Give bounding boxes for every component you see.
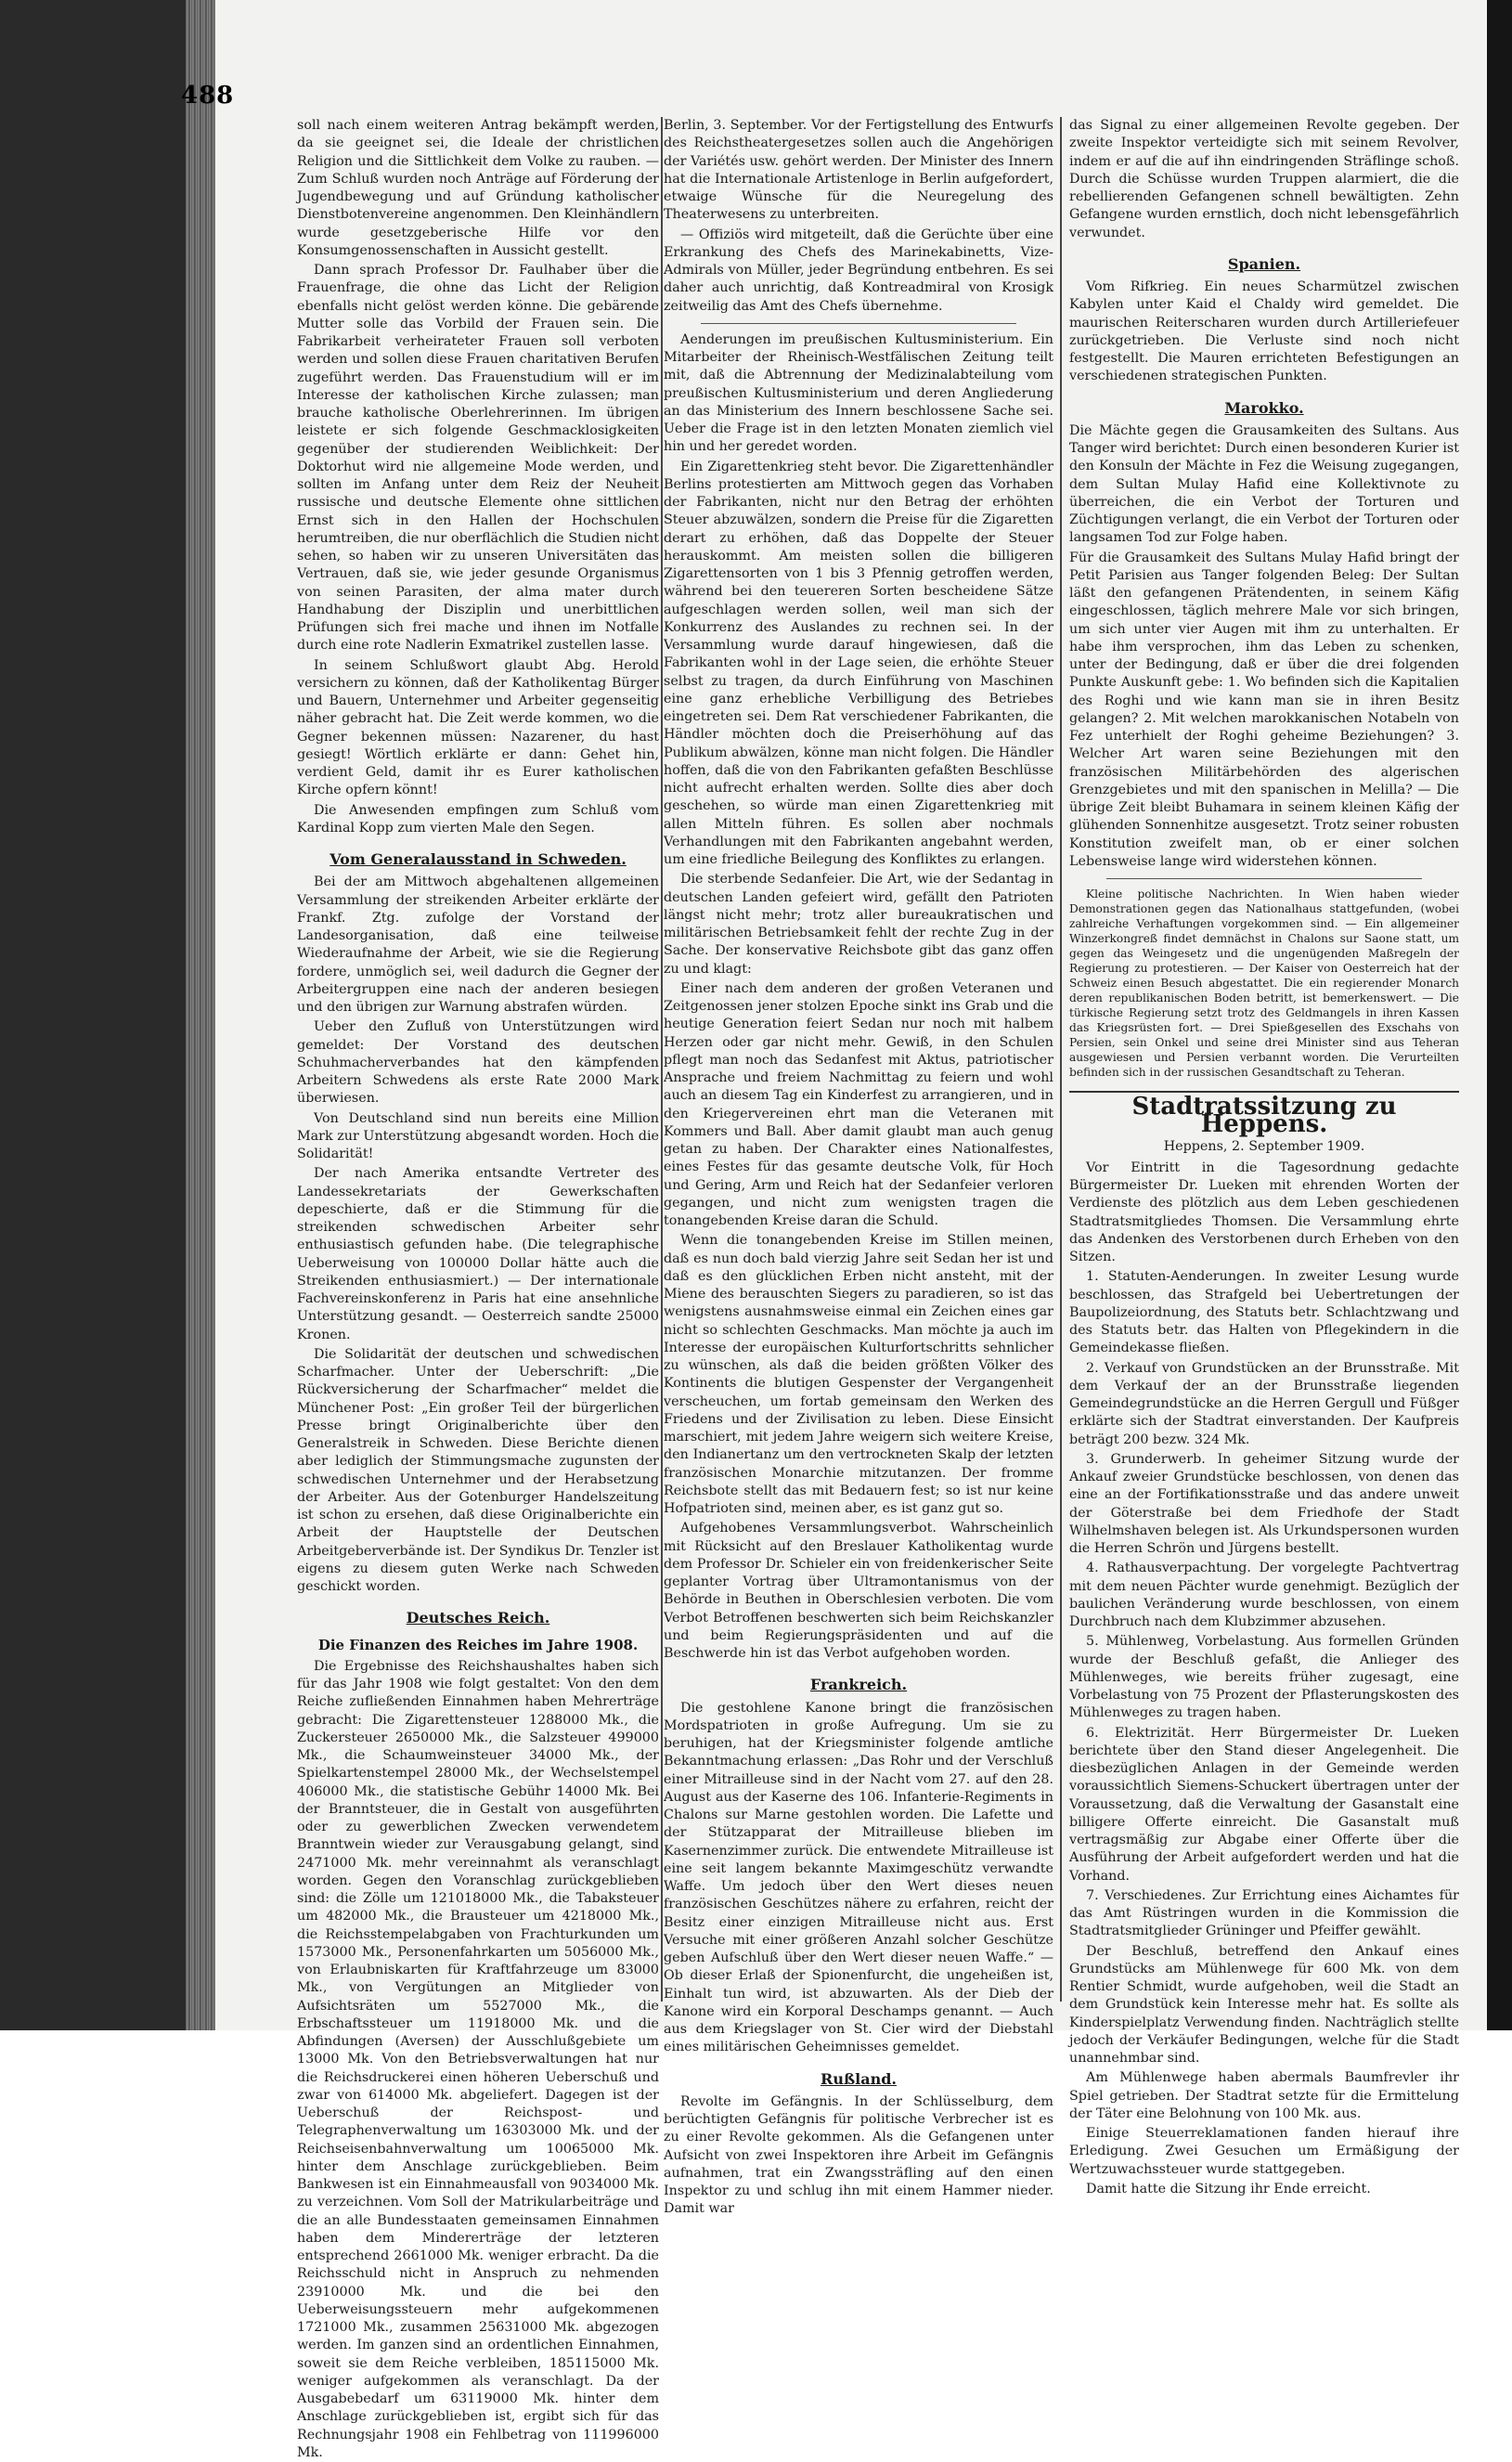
paragraph: Die Solidarität der deutschen und schwedischen Scharfmacher. Unter der Ueberschrift: „Die Rückversicherung der Scharfmacher“ meldet die Münchener Post: „Ein großer Teil der bürgerlichen Presse bringt Originalberichte über den Generalstreik in Schweden. Diese Berichte dienen aber lediglich der Stimmungsmache zugunsten der schwedischen Unternehmer und der Herabsetzung der Arbeiter. Aus der Gotenburger Handelszeitung ist schon zu ersehen, daß diese Originalberichte ein Arbeit der Hauptstelle der Deutschen Arbeitgeberverbände ist. Der Syndikus Dr. Tenzler ist eigens zu diesem guten Werke nach Schweden geschickt worden. [297,1346,659,1594]
paragraph: Bei der am Mittwoch abgehaltenen allgemeinen Versammlung der streikenden Arbeiter erklärte der Frankf. Ztg. zufolge der Vorstand der Landesorganisation, daß eine teilweise Wiederaufnahme der Arbeit, wie sie die Regierung fordere, unmöglich sei, weil dadurch die Gegner der Arbeitergruppen eine nach der anderen besiegen und den übrigen zur Warnung abstrafen würden. [297,875,659,1015]
page-number: 488 [181,82,235,110]
section-divider [701,323,1016,324]
paragraph: In seinem Schlußwort glaubt Abg. Herold versichern zu können, daß der Katholikentag Bürger und Bauern, Unternehmer und Arbeiter gegenseitig näher gebracht hat. Die Zeit werde kommen, wo die Gegner bekennen müssen: Nazarener, du hast gesiegt! Wörtlich erklärte er dann: Gehet hin, verdient Geld, damit ihr es Eurer katholischen Kirche opfern könnt! [297,657,659,798]
section-heading: Rußland. [821,2069,897,2088]
paragraph: 2. Verkauf von Grundstücken an der Brunsstraße. Mit dem Verkauf der an der Brunsstraße liegenden Gemeindegrundstücke an die Herren Gergull und Füßger erklärte sich der Stadtrat einverstanden. Der Kaufpreis beträgt 200 bezw. 324 Mk. [1069,1360,1459,1447]
scan-edge [1487,0,1512,2030]
column-rule [1060,117,1062,2002]
section-heading: Spanien. [1227,254,1301,273]
paragraph: Ueber den Zufluß von Unterstützungen wird gemeldet: Der Vorstand des deutschen Schuhmacherverbandes hat den kämpfenden Arbeitern Schwedens als erste Rate 2000 Mark überwiesen. [297,1019,659,1107]
paragraph: 7. Verschiedenes. Zur Errichtung eines Aichamtes für das Amt Rüstringen wurden in die Kommission die Stadtratsmitglieder Grüninger und Pfeiffer gewählt. [1069,1887,1459,1939]
paragraph: Ein Zigarettenkrieg steht bevor. Die Zigarettenhändler Berlins protestierten am Mittwoch gegen das Vorhaben der Fabrikanten, nicht nur den Betrag der erhöhten Steuer abzuwälzen, sondern die Preise für die Zigaretten derart zu erhöhen, daß das Doppelte der Steuer herauskommt. Am meisten sollen die billigeren Zigarettensorten von 1 bis 3 Pfennig getroffen werden, während bei den teuereren Sorten bescheidene Sätze aufgeschlagen werden sollen, weil man sich der Konkurrenz des Auslandes zu rechnen sei. In der Versammlung wurde darauf hingewiesen, daß die Fabrikanten wohl in der Lage seien, die erhöhte Steuer selbst zu tragen, da durch Einführung von Maschinen eine ganz erhebliche Verbilligung des Betriebes eingetreten sei. Dem Rat verschiedener Fabrikanten, die Händler möchten doch die Preiserhöhung auf das Publikum abwälzen, könne man nicht folgen. Die Händler hoffen, daß die von den Fabrikanten gefaßten Beschlüsse nicht aufrecht erhalten werden. Sollte dies aber doch geschehen, so würde man einen Zigarettenkrieg mit allen Mitteln führen. Es sollen aber nochmals Verhandlungen mit den Fabrikanten angebahnt werden, um eine friedliche Beilegung des Konfliktes zu erlangen. [664,459,1053,867]
paragraph: Die Ergebnisse des Reichshaushaltes haben sich für das Jahr 1908 wie folgt gestaltet: Von den dem Reiche zufließenden Einnahmen haben Mehrerträge gebracht: Die Zigarettensteuer 1288000 Mk., die Zuckersteuer 2650000 Mk., die Salzsteuer 499000 Mk., die Schaumweinsteuer 34000 Mk., der Spielkartenstempel 28000 Mk., der Wechselstempel 406000 Mk., die statistische Gebühr 14000 Mk. Bei der Branntsteuer, die in Gestalt von ausgeführten oder zu gewerblichen Zwecken verwendetem Branntwein wieder zur Verausgabung gelangt, sind 2471000 Mk. mehr vereinnahmt als veranschlagt worden. Gegen den Voranschlag zurückgeblieben sind: die Zölle um 121018000 Mk., die Tabaksteuer um 482000 Mk., die Brausteuer um 4218000 Mk., die Reichsstempelabgaben von Frachturkunden um 1573000 Mk., Personenfahrkarten um 5056000 Mk., von Erlaubniskarten für Kraftfahrzeuge um 83000 Mk., von Vergütungen an Mitglieder von Aufsichtsräten um 5527000 Mk., die Erbschaftssteuer um 11918000 Mk. und die Abfindungen (Aversen) der Ausschlußgebiete um 13000 Mk. Von den Betriebsverwaltungen hat nur die Reichsdruckerei einen höheren Ueberschuß und zwar von 614000 Mk. abgeliefert. Dagegen ist der Ueberschuß der Reichspost- und Telegraphenverwaltung um 16303000 Mk. und der Reichseisenbahnverwaltung um 10065000 Mk. hinter dem Anschlage zurückgeblieben. Beim Bankwesen ist ein Einnahmeausfall von 9034000 Mk. zu verzeichnen. Vom Soll der Matrikularbeiträge und die an alle Bundesstaaten gemeinsamen Einnahmen haben dem Mindererträge der letzteren entsprechend 2661000 Mk. weniger erbracht. Da die Reichsschuld nicht in Anspruch zu nehmenden 23910000 Mk. und die bei den Ueberweisungssteuern mehr aufgekommenen 1721000 Mk., zusammen 25631000 Mk. abgezogen werden. Im ganzen sind an ordentlichen Einnahmen, soweit sie dem Reiche verbleiben, 185115000 Mk. weniger aufgekommen als veranschlagt. Da der Ausgabebedarf um 63119000 Mk. hinter dem Anschlage zurückgeblieben ist, ergibt sich für das Rechnungsjahr 1908 ein Fehlbetrag von 111996000 Mk. [297,1658,659,2460]
section-heading: Frankreich. [809,1676,908,1694]
paragraph: Berlin, 3. September. Vor der Fertigstellung des Entwurfs des Reichstheatergesetzes sollen auch die Angehörigen der Variétés usw. gehört werden. Der Minister des Innern hat die Internationale Artistenloge in Berlin aufgefordert, etwaige Wünsche für die Neuregelung des Theaterwesens zu unterbreiten. [664,118,1053,223]
section-heading: Deutsches Reich. [406,1609,550,1627]
paragraph: Vor Eintritt in die Tagesordnung gedachte Bürgermeister Dr. Lueken mit ehrenden Worten der Verdienste des plötzlich aus dem Leben geschiedenen Stadtratsmitgliedes Thomsen. Die Versammlung ehrte das Andenken des Verstorbenen durch Erheben von den Sitzen. [1069,1160,1459,1264]
page-stack-edges [186,0,215,2030]
paragraph: Revolte im Gefängnis. In der Schlüsselburg, dem berüchtigten Gefängnis für politische Verbrecher ist es zu einer Revolte gekommen. Als die Gefangenen unter Aufsicht von zwei Inspektoren ihre Arbeit im Gefängnis aufnahmen, trat ein Zwangssträfling auf den einen Inspektor zu und schlug ihn mit einem Hammer nieder. Damit war [664,2093,1053,2217]
paragraph: Wenn die tonangebenden Kreise im Stillen meinen, daß es nun doch bald vierzig Jahre seit Sedan her ist und daß es den glücklichen Erben nicht ansteht, mit der Miene des berauschten Siegers zu paradieren, so ist das wenigstens ausnahmsweise einmal ein Zeichen eines gar nicht so schlechten Geschmacks. Man möchte ja auch im Interesse der europäischen Kulturfortschritts sehnlicher zu wünschen, als daß die beiden größten Völker des Kontinents die blutigen Gespenster der Vergangenheit verscheuchen, um fortab gemeinsam den Werken des Friedens und der Zivilisation zu leben. Diese Einsicht marschiert, mit jedem Jahre weigern sich weitere Kreise, den Indianertanz um den vertrockneten Skalp der letzten französischen Monarchie mitzutanzen. Der fromme Reichsbote stellt das mit Bedauern fest; so ist nur keine Hofpatrioten sind, meinen aber, es ist ganz gut so. [664,1233,1053,1516]
paragraph: Der Beschluß, betreffend den Ankauf eines Grundstücks am Mühlenwege für 600 Mk. von dem Rentier Schmidt, wurde aufgehoben, weil die Stadt an dem Grundstück kein Interesse mehr hat. Es sollte als Kinderspielplatz Verwendung finden. Nachträglich stellte jedoch der Verkäufer Bedingungen, welche für die Stadt unannehmbar sind. [1069,1943,1459,2066]
section-divider [1106,878,1422,879]
section-heading: Vom Generalausstand in Schweden. [330,850,627,868]
paragraph: Aenderungen im preußischen Kultusministerium. Ein Mitarbeiter der Rheinisch-Westfälischen Zeitung teilt mit, daß die Abtrennung der Medizinalabteilung vom preußischen Kultusministerium und deren Angliederung an das Ministerium des Innern beschlossene Sache sei. Ueber die Frage ist in den letzten Monaten ziemlich viel hin und her geredet worden. [664,331,1053,455]
paragraph: Von Deutschland sind nun bereits eine Million Mark zur Unterstützung abgesandt worden. Hoch die Solidarität! [297,1110,659,1161]
column-rule [661,117,663,2002]
paragraph: 6. Elektrizität. Herr Bürgermeister Dr. Lueken berichtete über den Stand dieser Angelegenheit. Die diesbezüglichen Anlagen in der Gemeinde werden voraussichtlich Siemens-Schuckert übertragen unter der Voraussetzung, daß die Verwaltung der Gasanstalt eine billigere Offerte einreicht. Die Gasanstalt muß vertragsmäßig zur Abgabe einer Offerte über die Ausführung der Arbeit aufgefordert werden und hat die Vorhand. [1069,1725,1459,1884]
book-binding [0,0,215,2030]
column-right [1069,117,1459,2196]
paragraph: soll nach einem weiteren Antrag bekämpft werden, da sie geeignet sei, die Ideale der christlichen Religion und die Sittlichkeit dem Volke zu rauben. — Zum Schluß wurden noch Anträge auf Förderung der Jugendbewegung und auf Gründung katholischer Dienstbotenvereine angenommen. Den Kleinhändlern wurde gesetzgeberische Hilfe vor den Konsumgenossenschaften in Aussicht gestellt. [297,118,659,258]
paragraph: Dann sprach Professor Dr. Faulhaber über die Frauenfrage, die ohne das Licht der Religion ebenfalls nicht gelöst werden könne. Die gebärende Mutter solle das Vorbild der Frauen sein. Die Fabrikarbeit verheirateter Frauen soll verboten werden und sollen diese Frauen charitativen Berufen zugeführt werden. Das Frauenstudium will er im Interesse der katholischen Kirche zulassen; man brauche katholische Oberlehrerinnen. Im übrigen leistete er sich folgende Geschmacklosigkeiten gegenüber der studierenden Weiblichkeit: Der Doktorhut wird nie allgemeine Mode werden, und sollten im Anfang unter dem Reiz der Neuheit russische und deutsche Elemente ohne sittlichen Ernst sich in den Hallen der Hochschulen herumtreiben, die nur oberflächlich die Studien nicht sehen, so haben wir zu unseren Universitäten das Vertrauen, daß sie, wie jeder gesunde Organismus von seinen Parasiten, der alma mater durch Handhabung der Disziplin und unerbittlichen Prüfungen sich frei mache und ihnen im Notfalle durch eine rote Nadlerin Exmatrikel zustellen lasse. [297,263,659,654]
paragraph: Für die Grausamkeit des Sultans Mulay Hafid bringt der Petit Parisien aus Tanger folgenden Beleg: Der Sultan läßt den gefangenen Prätendenten, in seinem Käfig eingeschlossen, täglich mehrere Male vor sich bringen, um sich unter vier Augen mit ihm zu unterhalten. Er habe ihm versprochen, ihm das Leben zu schenken, unter der Bedingung, daß er über die drei folgenden Punkte Auskunft gebe: 1. Wo befinden sich die Kapitalien des Roghi und wie kann man sie in ihren Besitz gelangen? 2. Mit welchen marokkanischen Notabeln von Fez unterhielt der Roghi geheime Beziehungen? 3. Welcher Art waren seine Beziehungen mit den französischen Militärbehörden des algerischen Grenzgebietes und mit den spanischen in Melilla? — Die übrige Zeit bleibt Buhamara in seinem kleinen Käfig der glühenden Sonnenhitze ausgesetzt. Trotz seiner robusten Konstitution zweifelt man, ob er einer solchen Lebensweise lange wird widerstehen können. [1069,550,1459,869]
paragraph: — Offiziös wird mitgeteilt, daß die Gerüchte über eine Erkrankung des Chefs des Marinekabinetts, Vize-Admirals von Müller, jeder Begründung entbehren. Es sei daher auch unrichtig, daß Kontreadmiral von Krosigk zeitweilig das Amt des Chefs übernehme. [664,227,1053,314]
dateline: Heppens, 2. September 1909. [1163,1138,1365,1154]
paragraph: Die Mächte gegen die Grausamkeiten des Sultans. Aus Tanger wird berichtet: Durch einen besonderen Kurier ist den Konsuln der Mächte in Fez die Weisung zugegangen, dem Sultan Mulay Hafid eine Kollektivnote zu überreichen, die ein Verbot der Torturen und Züchtigungen verlangt, die ein Verbot der Torturen oder langsamen Tod zur Folge haben. [1069,422,1459,546]
paragraph: das Signal zu einer allgemeinen Revolte gegeben. Der zweite Inspektor verteidigte sich mit seinem Revolver, indem er auf die auf ihn eindringenden Sträflinge schoß. Durch die Schüsse wurden Truppen alarmiert, die die rebellierenden Gefangenen schnell bewältigten. Zehn Gefangene wurden ernstlich, doch nicht lebensgefährlich verwundet. [1069,118,1459,240]
column-left [297,117,659,2460]
brief-block [1069,887,1459,1080]
paragraph: Vom Rifkrieg. Ein neues Scharmützel zwischen Kabylen unter Kaid el Chaldy wird gemeldet. Die maurischen Reiterscharen wurden durch Artilleriefeuer zurückgetrieben. Die Verluste sind noch nicht festgestellt. Die Mauren errichteten Befestigungen an verschiedenen strategischen Punkten. [1069,279,1459,384]
paragraph: Am Mühlenwege haben abermals Baumfrevler ihr Spiel getrieben. Der Stadtrat setzte für die Ermittelung der Täter eine Belohnung von 100 Mk. aus. [1069,2070,1459,2121]
section-heading: Die Finanzen des Reiches im Jahre 1908. [317,1636,639,1653]
paragraph: Der nach Amerika entsandte Vertreter des Landessekretariats der Gewerkschaften depeschierte, daß er die Stimmung für die streikenden schwedischen Arbeiter sehr enthusiastisch gefunden habe. (Die telegraphische Ueberweisung von 100000 Dollar hätte auch die Streikenden enthusiasmiert.) — Der internationale Fachvereinskonferenz in Paris hat eine ansehnliche Unterstützung gesandt. — Oesterreich sandte 25000 Kronen. [297,1166,659,1342]
column-middle [664,117,1053,2217]
paragraph: Die Anwesenden empfingen zum Schluß vom Kardinal Kopp zum vierten Male den Segen. [297,802,659,836]
paragraph: 5. Mühlenweg, Vorbelastung. Aus formellen Gründen wurde der Beschluß gefaßt, die Anlieger des Mühlenweges, wie bereits früher zugesagt, eine Vorbelastung von 75 Prozent der Pflasterungskosten des Mühlenweges zu tragen haben. [1069,1634,1459,1721]
paragraph: Die gestohlene Kanone bringt die französischen Mordspatrioten in große Aufregung. Um sie zu beruhigen, hat der Kriegsminister folgende amtliche Bekanntmachung erlassen: „Das Rohr und der Verschluß einer Mitrailleuse sind in der Nacht vom 27. auf den 28. August aus der Kaserne des 106. Infanterie-Regiments in Chalons sur Marne gestohlen worden. Die Lafette und der Stützapparat der Mitrailleuse blieben im Kasernenzimmer zurück. Die entwendete Mitrailleuse ist eine seit langem bekannte Maximgeschütz verwandte Waffe. Um jedoch über den Wert dieses neuen französischen Geschützes nähere zu erfahren, reicht der Besitz einer einzigen Mitrailleuse nicht aus. Erst Versuche mit einer größeren Anzahl solcher Geschütze geben Aufschluß über den Wert dieser neuen Waffe.“ — Ob dieser Erlaß der Spionenfurcht, die ungeheißen ist, Einhalt tun wird, ist abzuwarten. Als der Dieb der Kanone wird ein Korporal Deschamps genannt. — Auch aus dem Kriegslager von St. Cier wird der Diebstahl eines militärischen Geheimnisses gemeldet. [664,1700,1053,2055]
paragraph: 1. Statuten-Aenderungen. In zweiter Lesung wurde beschlossen, das Strafgeld bei Uebertretungen der Baupolizeiordnung, des Statuts betr. Schlachtzwang und des Statuts betr. das Halten von Pflegekindern in die Gemeindekasse fließen. [1069,1269,1459,1356]
section-heading: Marokko. [1224,398,1304,417]
news-brief: Kleine politische Nachrichten. In Wien haben wieder Demonstrationen gegen das Nationalhaus stattgefunden, (wobei zahlreiche Verhaftungen vorgekommen sind. — Ein allgemeiner Winzerkongreß findet demnächst in Chalons sur Saone statt, um gegen das Weingesetz und die ungenügenden Maßregeln der Regierung zu protestieren. — Der Kaiser von Oesterreich hat der Schweiz einen Besuch abgestattet. Die ein regierender Monarch deren republikanischen Boden betritt, ist bemerkenswert. — Die türkische Regierung setzt trotz des Geldmangels in ihren Kassen das Kriegsrüsten fort. — Drei Spießgesellen des Exschahs von Persien, sein Onkel und seine drei Minister sind aus Teheran ausgewiesen und Persien verbannt worden. Die Verurteilten befinden sich in der russischen Gesandtschaft zu Teheran. [1069,888,1459,1079]
paragraph: Die sterbende Sedanfeier. Die Art, wie der Sedantag in deutschen Landen gefeiert wird, gefällt den Patrioten längst nicht mehr; trotz aller bureaukratischen und militärischen Betriebsamkeit fehlt der rechte Zug in der Sache. Der konservative Reichsbote gibt das ganz offen zu und klagt: [664,872,1053,977]
paragraph: Einer nach dem anderen der großen Veteranen und Zeitgenossen jener stolzen Epoche sinkt ins Grab und die heutige Generation feiert Sedan nur noch mit halbem Herzen oder gar nicht mehr. Gewiß, in den Schulen pflegt man noch das Sedanfest mit Aktus, patriotischer Ansprache und freiem Nachmittag zu feiern und wohl auch an diesem Tag ein Kinderfest zu arrangieren, und in den Kriegervereinen ehrt man die Veteranen mit Kommers und Ball. Aber damit glaubt man auch genug getan zu haben. Der Charakter eines Nationalfestes, eines Festes für das gesamte deutsche Volk, für Hoch und Gering, Arm und Reich hat der Sedanfeier verloren gegangen, und nicht zum wenigsten tragen die tonangebenden Kreise daran die Schuld. [664,980,1053,1228]
paragraph: Einige Steuerreklamationen fanden hierauf ihre Erledigung. Zwei Gesuchen um Ermäßigung der Wertzuwachssteuer wurde stattgegeben. [1069,2126,1459,2177]
paragraph: Aufgehobenes Versammlungsverbot. Wahrscheinlich mit Rücksicht auf den Breslauer Katholikentag wurde dem Professor Dr. Schieler ein von freidenkerischer Seite geplanter Vortrag über Ultramontanismus von der Behörde in Beuthen in Oberschlesien verboten. Die vom Verbot Betroffenen beschwerten sich beim Reichskanzler und beim Regierungspräsidenten und auf die Beschwerde hin ist das Verbot aufgehoben worden. [664,1521,1053,1661]
paragraph: 4. Rathausverpachtung. Der vorgelegte Pachtvertrag mit dem neuen Pächter wurde genehmigt. Bezüglich der baulichen Veränderung wurde beschlossen, von einem Durchbruch nach dem Klubzimmer abzusehen. [1069,1561,1459,1629]
paragraph: Damit hatte die Sitzung ihr Ende erreicht. [1086,2181,1371,2196]
section-heading: Stadtratssitzung zu Heppens. [1069,1091,1459,1134]
paragraph: 3. Grunderwerb. In geheimer Sitzung wurde der Ankauf zweier Grundstücke beschlossen, von denen das eine an der Fortifikationsstraße und das andere unweit der Göterstraße bei dem Friedhofe der Stadt Wilhelmshaven belegen ist. Als Urkundspersonen wurden die Herren Schrön und Jürgens bestellt. [1069,1451,1459,1556]
